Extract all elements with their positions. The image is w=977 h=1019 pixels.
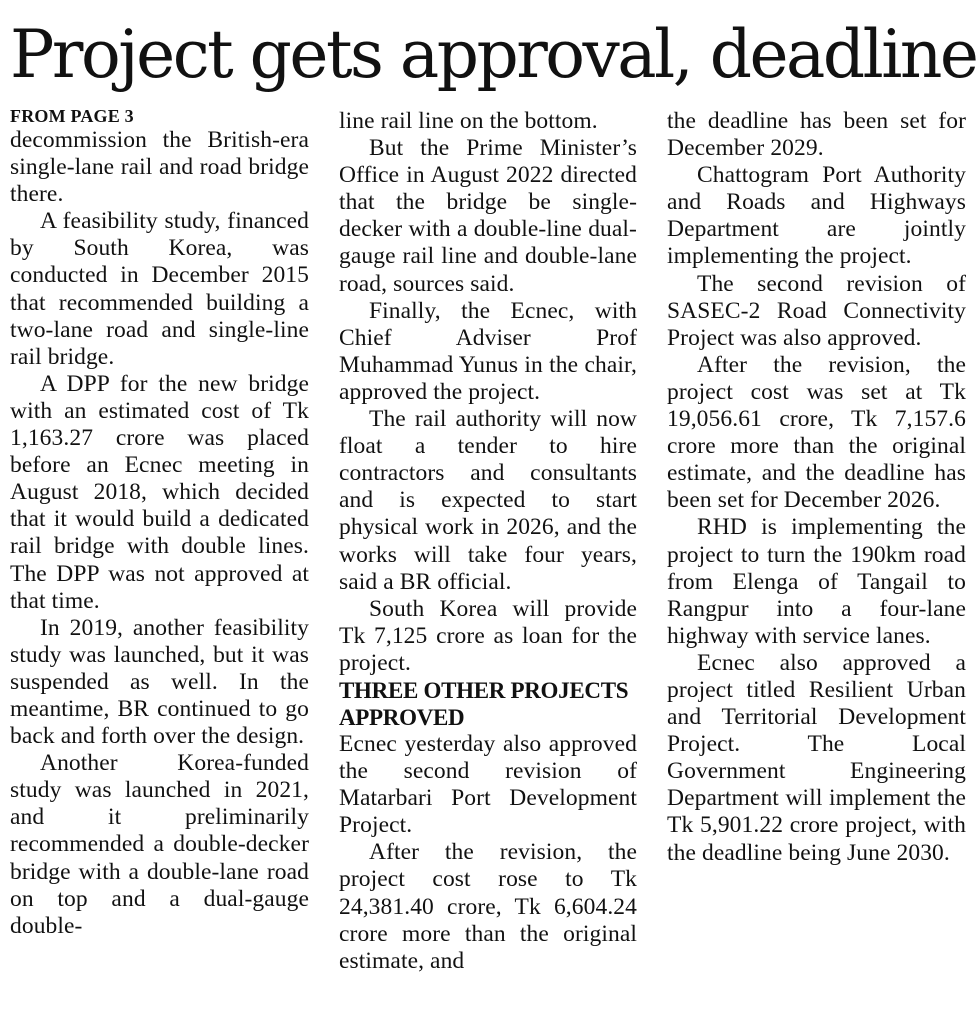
column-3 (667, 108, 966, 867)
column-1 (10, 106, 309, 940)
paragraph: After the revision, the project cost rose to Tk 24,381.40 crore, Tk 6,604.24 crore more than the original estimate, and (339, 839, 637, 974)
paragraph: RHD is implementing the project to turn the 190km road from Elenga of Tangail to Rangpur into a four-lane highway with service lanes. (667, 514, 966, 649)
paragraph: In 2019, another feasibility study was launched, but it was suspended as well. In the meantime, BR continued to go back and forth over the design. (10, 614, 309, 750)
column-2 (339, 108, 637, 975)
paragraph: the deadline has been set for December 2029. (667, 108, 966, 162)
paragraph: Another Korea-funded study was launched in 2021, and it preliminarily recommended a double-decker bridge with a double-lane road on top and a dual-gauge double- (10, 750, 309, 939)
paragraph: Ecnec yesterday also approved the second revision of Matarbari Port Development Project. (339, 730, 637, 839)
paragraph: South Korea will provide Tk 7,125 crore as loan for the project. (339, 595, 637, 676)
paragraph: After the revision, the project cost was set at Tk 19,056.61 crore, Tk 7,157.6 crore more than the original estimate, and the deadline has been set for December 2026. (667, 351, 966, 514)
paragraph: The rail authority will now float a tender to hire contractors and consultants and is expected to start physical work in 2026, and the works will take four years, said a BR official. (339, 406, 637, 595)
paragraph: line rail line on the bottom. (339, 108, 598, 134)
paragraph: Finally, the Ecnec, with Chief Adviser Prof Muhammad Yunus in the chair, approved the project. (339, 297, 637, 405)
section-subhead: THREE OTHER PROJECTS APPROVED (339, 677, 629, 730)
headline: Project gets approval, deadline (10, 16, 977, 93)
paragraph: But the Prime Minister’s Office in August 2022 directed that the bridge be single-decker with a double-line dual-gauge rail line and double-lane road, sources said. (339, 135, 637, 297)
paragraph: Ecnec also approved a project titled Resilient Urban and Territorial Development Project. The Local Government Engineering Department will implement the Tk 5,901.22 crore project, with the deadline being June 2030. (667, 649, 966, 866)
paragraph: A feasibility study, financed by South Korea, was conducted in December 2015 that recommended building a two-lane road and single-line rail bridge. (10, 208, 309, 370)
paragraph: The second revision of SASEC-2 Road Connectivity Project was also approved. (667, 270, 966, 351)
paragraph: decommission the British-era single-lane rail and road bridge there. (10, 127, 309, 208)
continued-from-kicker: FROM PAGE 3 (10, 106, 134, 126)
paragraph: A DPP for the new bridge with an estimated cost of Tk 1,163.27 crore was placed before an Ecnec meeting in August 2018, which decided that it would build a dedicated rail bridge with double lines. The DPP was not approved at that time. (10, 370, 309, 614)
paragraph: Chattogram Port Authority and Roads and Highways Department are jointly implementing the project. (667, 162, 966, 270)
